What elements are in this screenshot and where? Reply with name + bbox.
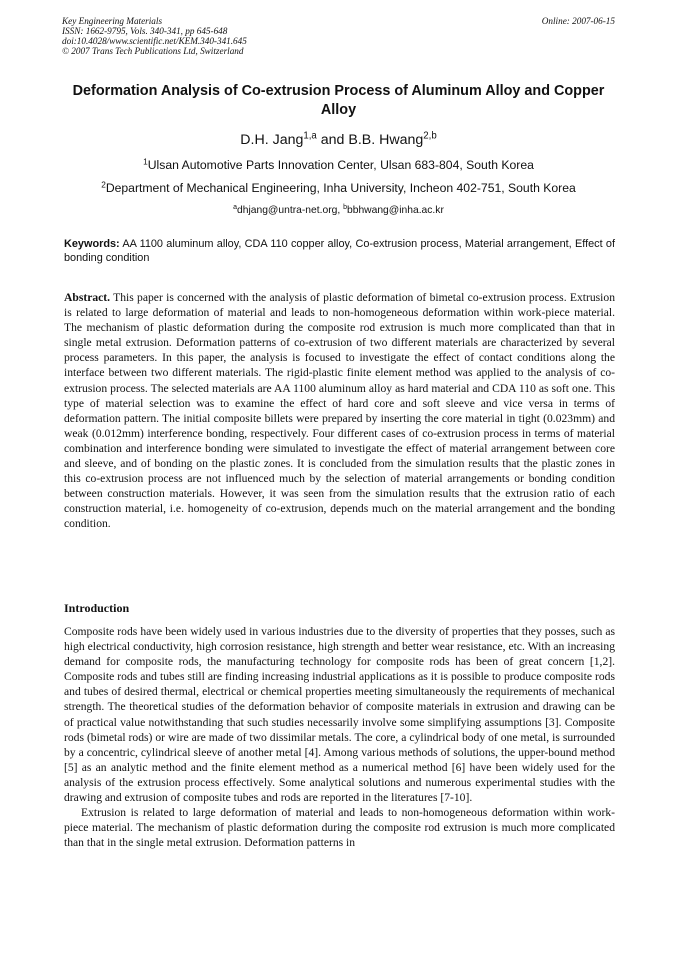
email-superscript: a (233, 204, 238, 212)
author-conjunction: and (316, 132, 349, 148)
abstract (64, 290, 615, 532)
issn-line: ISSN: 1662-9795, Vols. 340-341, pp 645-648 (62, 26, 228, 36)
abstract-label: Abstract. (64, 291, 111, 304)
affiliation-superscript: 2 (101, 179, 106, 190)
author-superscript: 1,a (303, 130, 317, 142)
keywords-text: AA 1100 aluminum alloy, CDA 110 copper alloy, Co-extrusion process, Material arrangement, Effect of bonding condition (64, 238, 615, 264)
email-line (62, 204, 615, 217)
email-superscript: b (343, 204, 347, 212)
section-heading: Introduction (64, 601, 130, 615)
affiliation (62, 181, 615, 196)
affiliation-text: Ulsan Automotive Parts Innovation Center, Ulsan 683-804, South Korea (147, 158, 534, 172)
online-date: Online: 2007-06-15 (541, 16, 615, 26)
email-text: dhjang@untra-net.org, (237, 205, 344, 216)
journal-header (62, 16, 615, 56)
author-superscript: 2,b (423, 130, 437, 142)
abstract-text: This paper is concerned with the analysis of plastic deformation of bimetal co-extrusion process. Extrusion is related to large deformation of material and leads to non-homogeneous deformation within work-piece material. The mechanism of plastic deformation during the composite rod extrusion is much more complicated than that in single metal extrusion. Deformation patterns of co-extrusion of two different materials are characterized by several process parameters. In this paper, the analysis is focused to investigate the effect of contact conditions along the interface between two different materials. The rigid-plastic finite element method was applied to the analysis of co-extrusion process. The selected materials are AA 1100 aluminum alloy as hard material and CDA 110 as soft one. This type of material selection was to examine the effect of hard core and soft sleeve and vice versa in terms of deformation pattern. The initial composite billets were prepared by inserting the core material in tight (0.023mm) and weak (0.012mm) interference bonding, respectively. Four different cases of co-extrusion process in terms of material combination and interference bonding were simulated to investigate the effect of material arrangement between core and sleeve, and of bonding on the plastic zones. It is concluded from the simulation results that the plastic zones in this co-extrusion process are not influenced much by the selection of material arrangements or bonding condition between construction materials. However, it was seen from the simulation results that the extrusion ratio of each construction material, i.e. homogeneity of co-extrusion, depends much on the material arrangement and the bonding condition. (64, 291, 615, 531)
doi-line: doi:10.4028/www.scientific.net/KEM.340-341.645 (62, 36, 247, 46)
paragraph: Composite rods have been widely used in various industries due to the diversity of properties that they posses, such as high electrical conductivity, high corrosion resistance, high strength and better wear resistance, etc. With an increasing demand for composite rods, the manufacturing technology for composite rods has been of great concern [1,2]. Composite rods and tubes still are finding increasing industrial applications as it is possible to produce composite rods and tubes of desired thermal, electrical or chemical properties meeting simultaneously the requirements of mechanical strength. The theoretical studies of the deformation behavior of composite materials in extrusion and drawing can be of practical value notwithstanding that such studies necessarily involve some simplifying assumptions [3]. Composite rods (bimetal rods) or wire are made of two dissimilar metals. The core, a cylindrical body of one metal, is surrounded by a concentric, cylindrical sleeve of another metal [4]. Among various methods of solutions, the upper-bound method [5] as an analytic method and the finite element method as a numerical method [6] have been widely used for the analysis of the extrusion process effectively. Some analytical solutions and numerous experimental studies with the drawing and extrusion of composite tubes and rods are reported in the literatures [7-10]. (64, 625, 615, 805)
journal-name: Key Engineering Materials (62, 16, 163, 26)
keywords (64, 238, 615, 265)
copyright-line: © 2007 Trans Tech Publications Ltd, Switzerland (62, 46, 244, 56)
author-name: D.H. Jang (240, 132, 304, 148)
paragraph: Extrusion is related to large deformation of material and leads to non-homogeneous deformation within work-piece material. The mechanism of plastic deformation during the composite rod extrusion is much more complicated than that in the single metal extrusion. Deformation patterns in (64, 806, 615, 850)
author-name: B.B. Hwang (348, 132, 424, 148)
author-line (62, 131, 615, 149)
affiliation-text: Department of Mechanical Engineering, Inha University, Incheon 402-751, South Korea (105, 181, 576, 195)
affiliation-superscript: 1 (143, 156, 148, 167)
keywords-label: Keywords: (64, 238, 120, 250)
introduction-body (64, 624, 615, 850)
affiliation (62, 158, 615, 173)
email-text: bbhwang@inha.ac.kr (346, 205, 444, 216)
paper-title: Deformation Analysis of Co-extrusion Process of Aluminum Alloy and Copper Alloy (72, 83, 605, 118)
